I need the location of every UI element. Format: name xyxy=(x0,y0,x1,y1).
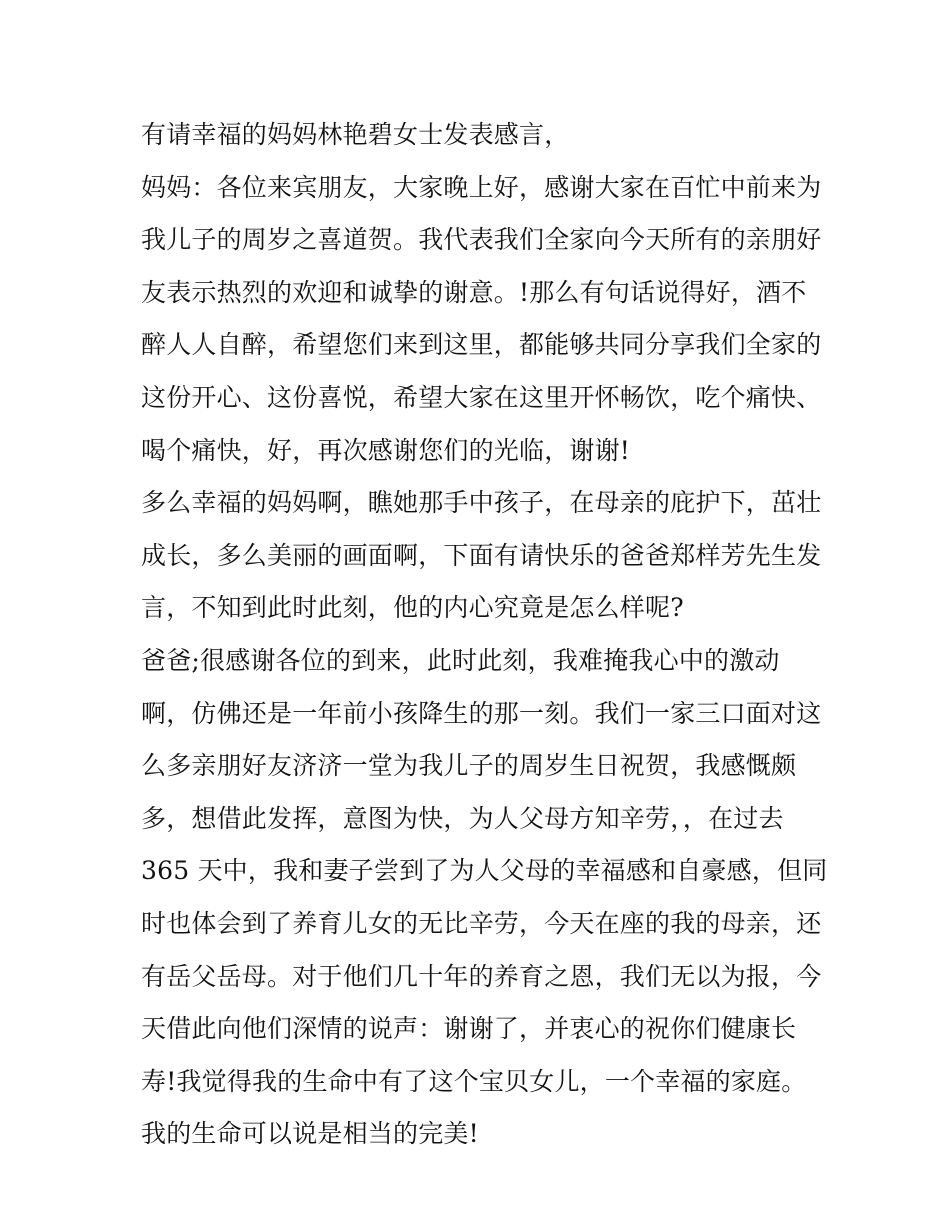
text-line: 我的生命可以说是相当的完美! xyxy=(141,1119,479,1149)
text-line: 么多亲朋好友济济一堂为我儿子的周岁生日祝贺，我感慨颇 xyxy=(141,751,797,781)
text-line: 有岳父岳母。对于他们几十年的养育之恩，我们无以为报，今 xyxy=(141,961,822,991)
text-line: 言，不知到此时此刻，他的内心究竟是怎么样呢? xyxy=(141,593,684,623)
text-line: 天借此向他们深情的说声：谢谢了，并衷心的祝你们健康长 xyxy=(141,1014,797,1044)
text-line: 我儿子的周岁之喜道贺。我代表我们全家向今天所有的亲朋好 xyxy=(141,225,822,255)
text-line: 多么幸福的妈妈啊，瞧她那手中孩子，在母亲的庇护下，茁壮 xyxy=(141,488,822,518)
document-body xyxy=(141,109,831,1161)
text-line: 啊，仿佛还是一年前小孩降生的那一刻。我们一家三口面对这 xyxy=(141,698,822,728)
text-line: 妈妈：各位来宾朋友，大家晚上好，感谢大家在百忙中前来为 xyxy=(141,172,822,202)
text-line: 寿!我觉得我的生命中有了这个宝贝女儿，一个幸福的家庭。 xyxy=(141,1066,807,1096)
text-line: 成长，多么美丽的画面啊，下面有请快乐的爸爸郑样芳先生发 xyxy=(141,540,822,570)
text-line: 醉人人自醉，希望您们来到这里，都能够共同分享我们全家的 xyxy=(141,330,822,360)
text-line: 友表示热烈的欢迎和诚挚的谢意。!那么有句话说得好，酒不 xyxy=(141,277,807,307)
text-line: 365 天中，我和妻子尝到了为人父母的幸福感和自豪感，但同 xyxy=(141,856,828,886)
text-line: 多，想借此发挥，意图为快，为人父母方知辛劳，，在过去 xyxy=(141,803,784,833)
text-line: 这份开心、这份喜悦，希望大家在这里开怀畅饮，吃个痛快、 xyxy=(141,382,822,412)
text-line: 时也体会到了养育儿女的无比辛劳，今天在座的我的母亲，还 xyxy=(141,908,822,938)
text-line: 爸爸;很感谢各位的到来，此时此刻，我难掩我心中的激动 xyxy=(141,645,780,675)
text-line: 喝个痛快，好，再次感谢您们的光临，谢谢! xyxy=(141,435,631,465)
text-line: 有请幸福的妈妈林艳碧女士发表感言， xyxy=(141,120,570,149)
